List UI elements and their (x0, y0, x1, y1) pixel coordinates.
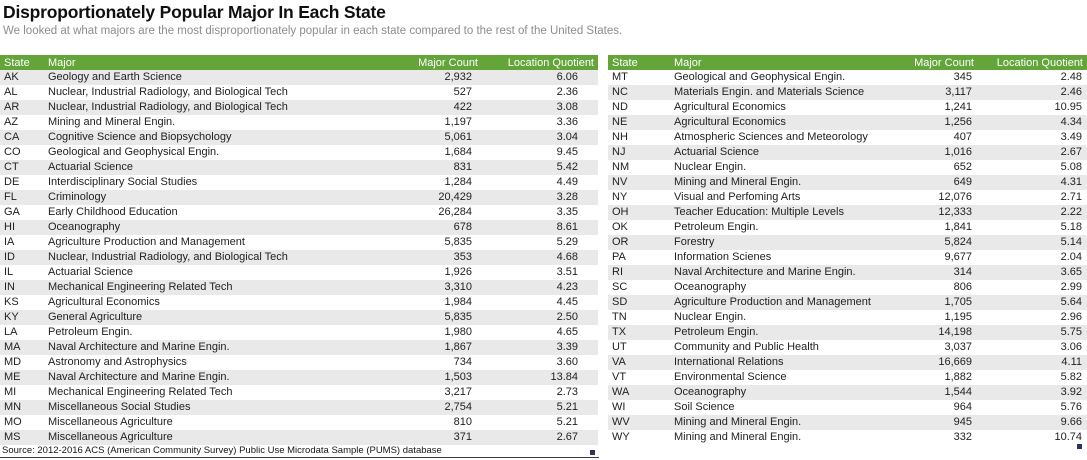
table-row (0, 115, 598, 130)
cell-state: NH (612, 131, 628, 143)
cell-lq: 5.82 (1060, 371, 1082, 383)
table-row (0, 190, 598, 205)
cell-state: NY (612, 191, 628, 203)
cell-lq: 5.18 (1060, 221, 1082, 233)
cell-state: MT (612, 71, 628, 83)
cell-count: 1,926 (444, 266, 472, 278)
cell-lq: 9.66 (980, 415, 1087, 430)
cell-state: ND (612, 101, 628, 113)
cell-state: MA (0, 340, 44, 355)
column-header-state: State (0, 55, 44, 70)
cell-lq: 2.71 (1060, 191, 1082, 203)
cell-lq: 5.14 (980, 235, 1087, 250)
cell-state: WI (612, 401, 626, 413)
cell-state: NE (608, 115, 670, 130)
table-row (0, 250, 598, 265)
cell-lq: 3.35 (556, 206, 578, 218)
cell-count: 16,669 (892, 355, 980, 370)
cell-state: KS (4, 296, 19, 308)
table-row (0, 130, 598, 145)
cell-count: 12,333 (892, 205, 980, 220)
cell-lq: 10.74 (1054, 431, 1082, 443)
cell-state: NJ (608, 145, 670, 160)
cell-state: VT (612, 371, 627, 383)
cell-count: 3,037 (944, 341, 972, 353)
table-row (608, 100, 1087, 115)
cell-state: TX (608, 325, 670, 340)
cell-state: OH (608, 205, 670, 220)
cell-major: Geology and Earth Science (44, 70, 384, 85)
cell-state: MD (4, 356, 22, 368)
cell-lq: 4.65 (556, 326, 578, 338)
state-major-table-right (608, 55, 1087, 445)
table-row (0, 385, 598, 400)
table-row (608, 235, 1087, 250)
cell-state: NM (612, 161, 630, 173)
cell-lq: 3.28 (484, 190, 598, 205)
cell-state: MO (4, 416, 22, 428)
cell-state: HI (0, 220, 44, 235)
cell-state: LA (4, 326, 18, 338)
cell-major: Agriculture Production and Management (670, 295, 892, 310)
cell-count: 2,754 (384, 400, 484, 415)
cell-major: Atmospheric Sciences and Meteorology (674, 131, 868, 143)
cell-state: UT (612, 341, 627, 353)
cell-lq: 4.45 (556, 296, 578, 308)
table-row (608, 115, 1087, 130)
table-row (608, 430, 1087, 445)
cell-major: Naval Architecture and Marine Engin. (670, 265, 892, 280)
cell-state: WV (608, 415, 670, 430)
cell-count: 649 (892, 175, 980, 190)
cell-count: 422 (384, 100, 484, 115)
cell-state: IL (4, 266, 14, 278)
page-title: Disproportionately Popular Major In Each State (3, 2, 386, 22)
resize-handle-right[interactable] (1077, 444, 1082, 449)
cell-state: FL (0, 190, 44, 205)
cell-count: 831 (384, 160, 484, 175)
cell-major: Criminology (44, 190, 384, 205)
source-note: Source: 2012-2016 ACS (American Community Survey) Public Use Microdata Sample (PUMS) database (2, 445, 442, 456)
cell-count: 5,061 (384, 130, 484, 145)
cell-lq: 3.04 (484, 130, 598, 145)
cell-count: 1,241 (944, 101, 972, 113)
cell-major: Mining and Mineral Engin. (674, 431, 802, 443)
cell-lq: 2.99 (1060, 281, 1082, 293)
cell-state: ME (0, 370, 44, 385)
cell-count: 652 (953, 161, 972, 173)
bottom-divider (0, 457, 599, 458)
cell-state: CO (4, 146, 21, 158)
cell-state: SC (612, 281, 628, 293)
cell-count: 407 (953, 131, 972, 143)
cell-lq: 8.61 (484, 220, 598, 235)
cell-major: Naval Architecture and Marine Engin. (44, 340, 384, 355)
cell-major: Community and Public Health (674, 341, 819, 353)
cell-count: 1,984 (444, 296, 472, 308)
cell-major: Environmental Science (674, 371, 787, 383)
cell-major: Nuclear Engin. (674, 161, 747, 173)
cell-lq: 2.22 (980, 205, 1087, 220)
table-row (608, 190, 1087, 205)
cell-major: Mining and Mineral Engin. (48, 116, 176, 128)
page-subtitle: We looked at what majors are the most disproportionately popular in each state compared to the rest of the United States. (3, 25, 623, 37)
cell-major: Agricultural Economics (48, 296, 160, 308)
cell-state: NV (608, 175, 670, 190)
cell-count: 2,932 (384, 70, 484, 85)
cell-lq: 3.51 (556, 266, 578, 278)
cell-count: 5,835 (444, 236, 472, 248)
cell-count: 3,117 (892, 85, 980, 100)
table-row (608, 310, 1087, 325)
cell-major: Actuarial Science (48, 266, 133, 278)
cell-count: 964 (953, 401, 972, 413)
cell-major: Early Childhood Education (48, 206, 178, 218)
column-header-location-quotient: Location Quotient (980, 55, 1087, 70)
cell-count: 371 (384, 430, 484, 445)
cell-lq: 2.67 (980, 145, 1087, 160)
column-header-major-count: Major Count (892, 55, 980, 70)
cell-lq: 3.39 (484, 340, 598, 355)
cell-state: AZ (4, 116, 19, 128)
cell-lq: 2.96 (1060, 311, 1082, 323)
cell-state: TN (612, 311, 627, 323)
cell-state: AR (0, 100, 44, 115)
table-row (0, 175, 598, 190)
cell-count: 20,429 (384, 190, 484, 205)
cell-state: SD (608, 295, 670, 310)
table-row (0, 145, 598, 160)
cell-count: 3,217 (444, 386, 472, 398)
cell-count: 1,705 (892, 295, 980, 310)
cell-lq: 3.92 (980, 385, 1087, 400)
cell-major: Naval Architecture and Marine Engin. (44, 370, 384, 385)
cell-major: Miscellaneous Agriculture (44, 430, 384, 445)
cell-lq: 3.06 (1060, 341, 1082, 353)
cell-major: Oceanography (44, 220, 384, 235)
table-row (0, 205, 598, 220)
cell-count: 1,503 (384, 370, 484, 385)
cell-major: Visual and Perfoming Arts (674, 191, 801, 203)
cell-count: 1,284 (444, 176, 472, 188)
cell-count: 734 (453, 356, 472, 368)
table-row (608, 280, 1087, 295)
table-row (608, 175, 1087, 190)
cell-count: 353 (384, 250, 484, 265)
cell-major: Petroleum Engin. (674, 221, 759, 233)
cell-lq: 5.21 (556, 416, 578, 428)
cell-lq: 2.46 (980, 85, 1087, 100)
column-header-major: Major (44, 55, 384, 70)
cell-lq: 3.49 (1060, 131, 1082, 143)
resize-handle-left[interactable] (590, 450, 595, 455)
table-row (608, 130, 1087, 145)
cell-lq: 4.34 (980, 115, 1087, 130)
cell-count: 1,195 (944, 311, 972, 323)
cell-major: Mining and Mineral Engin. (670, 175, 892, 190)
cell-lq: 3.60 (556, 356, 578, 368)
table-header-row (608, 55, 1087, 70)
cell-lq: 4.49 (556, 176, 578, 188)
cell-state: CA (0, 130, 44, 145)
cell-lq: 5.76 (1060, 401, 1082, 413)
cell-state: RI (608, 265, 670, 280)
cell-count: 3,310 (384, 280, 484, 295)
cell-count: 1,544 (892, 385, 980, 400)
cell-count: 345 (953, 71, 972, 83)
cell-count: 1,882 (944, 371, 972, 383)
cell-lq: 9.45 (556, 146, 578, 158)
column-header-state: State (608, 55, 670, 70)
cell-major: Interdisciplinary Social Studies (48, 176, 198, 188)
cell-count: 1,684 (444, 146, 472, 158)
cell-state: AL (4, 86, 18, 98)
table-row (608, 325, 1087, 340)
cell-count: 9,677 (944, 251, 972, 263)
table-row (0, 295, 598, 310)
cell-lq: 5.64 (980, 295, 1087, 310)
cell-count: 1,197 (444, 116, 472, 128)
cell-count: 678 (384, 220, 484, 235)
cell-state: WY (612, 431, 630, 443)
cell-state: PA (612, 251, 626, 263)
table-row (608, 400, 1087, 415)
cell-major: Nuclear, Industrial Radiology, and Biological Tech (44, 250, 384, 265)
cell-major: Petroleum Engin. (670, 325, 892, 340)
cell-count: 12,076 (938, 191, 972, 203)
cell-major: Information Scienes (674, 251, 772, 263)
cell-major: Actuarial Science (670, 145, 892, 160)
cell-lq: 4.11 (980, 355, 1087, 370)
cell-count: 5,835 (384, 310, 484, 325)
cell-lq: 2.36 (556, 86, 578, 98)
cell-major: Cognitive Science and Biopsychology (44, 130, 384, 145)
cell-major: Oceanography (670, 385, 892, 400)
cell-count: 1,867 (384, 340, 484, 355)
cell-major: Soil Science (674, 401, 735, 413)
state-major-table-left (0, 55, 598, 445)
cell-state: OR (608, 235, 670, 250)
cell-lq: 4.31 (980, 175, 1087, 190)
table-row (0, 355, 598, 370)
cell-major: Actuarial Science (44, 160, 384, 175)
cell-count: 332 (953, 431, 972, 443)
cell-lq: 5.08 (1060, 161, 1082, 173)
table-row (0, 310, 598, 325)
table-row (608, 385, 1087, 400)
table-row (608, 370, 1087, 385)
table-row (0, 220, 598, 235)
cell-state: IN (0, 280, 44, 295)
cell-count: 1,980 (444, 326, 472, 338)
cell-major: Mechanical Engineering Related Tech (48, 386, 233, 398)
cell-major: Agriculture Production and Management (48, 236, 245, 248)
cell-major: Mechanical Engineering Related Tech (44, 280, 384, 295)
table-row (608, 265, 1087, 280)
tables-container (0, 55, 1087, 445)
table-body-right (608, 70, 1087, 445)
cell-lq: 2.04 (1060, 251, 1082, 263)
column-header-location-quotient: Location Quotient (484, 55, 598, 70)
cell-state: VA (608, 355, 670, 370)
cell-count: 5,824 (892, 235, 980, 250)
table-row (608, 85, 1087, 100)
table-row (0, 160, 598, 175)
table-header-row (0, 55, 598, 70)
cell-state: MI (4, 386, 17, 398)
cell-state: CT (0, 160, 44, 175)
cell-lq: 3.08 (484, 100, 598, 115)
cell-state: DE (4, 176, 20, 188)
table-row (0, 100, 598, 115)
cell-major: Agricultural Economics (670, 115, 892, 130)
table-row (0, 400, 598, 415)
table-row (608, 415, 1087, 430)
column-header-major-count: Major Count (384, 55, 484, 70)
cell-state: MS (0, 430, 44, 445)
table-row (0, 280, 598, 295)
table-row (608, 295, 1087, 310)
table-row (0, 340, 598, 355)
cell-major: International Relations (670, 355, 892, 370)
cell-major: Nuclear Engin. (674, 311, 747, 323)
table-row (0, 415, 598, 430)
cell-lq: 5.75 (980, 325, 1087, 340)
cell-lq: 4.68 (484, 250, 598, 265)
table-row (0, 325, 598, 340)
cell-lq: 3.36 (556, 116, 578, 128)
table-row (608, 355, 1087, 370)
cell-count: 314 (892, 265, 980, 280)
cell-state: WA (608, 385, 670, 400)
cell-major: Agricultural Economics (674, 101, 786, 113)
cell-count: 945 (892, 415, 980, 430)
cell-state: KY (0, 310, 44, 325)
cell-major: Nuclear, Industrial Radiology, and Biological Tech (48, 86, 288, 98)
table-row (0, 430, 598, 445)
cell-count: 806 (953, 281, 972, 293)
cell-state: GA (4, 206, 20, 218)
table-row (608, 70, 1087, 85)
cell-lq: 5.29 (556, 236, 578, 248)
cell-lq: 5.42 (484, 160, 598, 175)
cell-major: Mining and Mineral Engin. (670, 415, 892, 430)
table-row (608, 340, 1087, 355)
cell-state: MN (0, 400, 44, 415)
cell-major: Materials Engin. and Materials Science (670, 85, 892, 100)
table-row (0, 265, 598, 280)
cell-major: Teacher Education: Multiple Levels (670, 205, 892, 220)
table-row (608, 145, 1087, 160)
cell-major: Oceanography (674, 281, 747, 293)
cell-lq: 10.95 (1054, 101, 1082, 113)
cell-lq: 5.21 (484, 400, 598, 415)
cell-lq: 3.65 (980, 265, 1087, 280)
cell-state: ID (0, 250, 44, 265)
cell-count: 14,198 (892, 325, 980, 340)
table-row (0, 70, 598, 85)
column-header-major: Major (670, 55, 892, 70)
table-row (608, 205, 1087, 220)
table-row (0, 370, 598, 385)
cell-state: OK (612, 221, 628, 233)
cell-major: Astronomy and Astrophysics (48, 356, 187, 368)
cell-state: NC (608, 85, 670, 100)
cell-state: IA (4, 236, 15, 248)
cell-lq: 13.84 (484, 370, 598, 385)
cell-count: 810 (453, 416, 472, 428)
table-row (608, 220, 1087, 235)
cell-lq: 6.06 (484, 70, 598, 85)
cell-lq: 2.73 (556, 386, 578, 398)
cell-lq: 2.67 (484, 430, 598, 445)
cell-count: 1,841 (944, 221, 972, 233)
cell-lq: 4.23 (484, 280, 598, 295)
table-row (608, 160, 1087, 175)
cell-major: Nuclear, Industrial Radiology, and Biological Tech (44, 100, 384, 115)
cell-major: Miscellaneous Agriculture (48, 416, 173, 428)
cell-major: Geological and Geophysical Engin. (48, 146, 220, 158)
cell-major: Geological and Geophysical Engin. (674, 71, 846, 83)
cell-major: Petroleum Engin. (48, 326, 133, 338)
cell-count: 527 (453, 86, 472, 98)
table-body-left (0, 70, 598, 445)
cell-lq: 2.50 (484, 310, 598, 325)
cell-count: 1,016 (892, 145, 980, 160)
cell-major: General Agriculture (44, 310, 384, 325)
cell-state: AK (0, 70, 44, 85)
cell-count: 1,256 (892, 115, 980, 130)
cell-count: 26,284 (438, 206, 472, 218)
table-row (0, 235, 598, 250)
cell-major: Miscellaneous Social Studies (44, 400, 384, 415)
cell-lq: 2.48 (1060, 71, 1082, 83)
cell-major: Forestry (670, 235, 892, 250)
table-row (0, 85, 598, 100)
table-row (608, 250, 1087, 265)
